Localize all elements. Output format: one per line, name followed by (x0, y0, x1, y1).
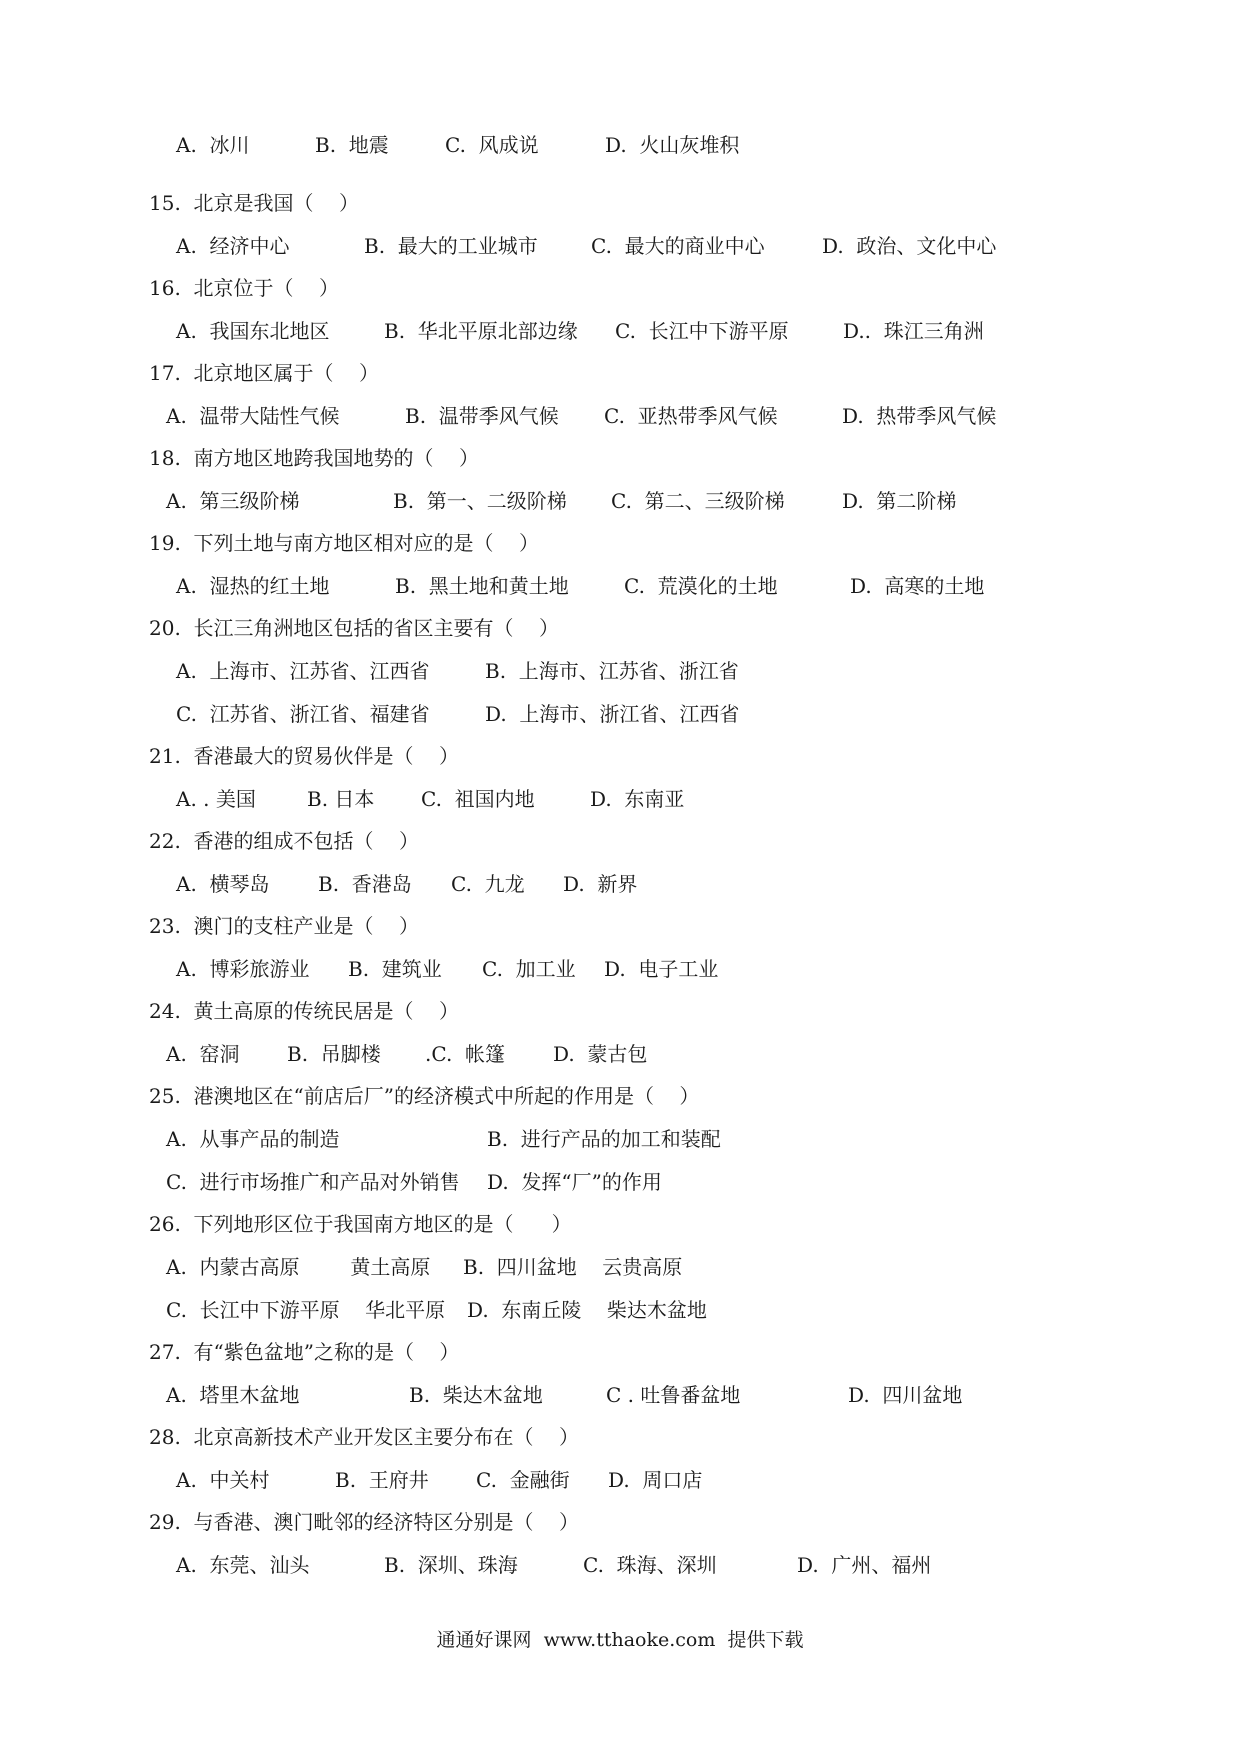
option-a: A. 从事产品的制造 (166, 1127, 340, 1151)
option-b: B. 上海市、江苏省、浙江省 (485, 659, 739, 683)
question-stem: 16. 北京位于（ ） (149, 276, 339, 300)
option-c: C . 吐鲁番盆地 (606, 1383, 741, 1407)
option-d: D. 政治、文化中心 (822, 234, 997, 258)
option-b: B. 温带季风气候 (405, 404, 559, 428)
question-stem: 21. 香港最大的贸易伙伴是（ ） (149, 744, 459, 768)
question-stem: 18. 南方地区地跨我国地势的（ ） (149, 446, 479, 470)
option-c: C. 长江中下游平原 (615, 319, 789, 343)
option-a: A. . 美国 (176, 787, 256, 811)
option-d: D. 热带季风气候 (842, 404, 997, 428)
option-c: C. 九龙 (451, 872, 525, 896)
question-stem: 20. 长江三角洲地区包括的省区主要有（ ） (149, 616, 559, 640)
question-stem: 27. 有“紫色盆地”之称的是（ ） (149, 1340, 460, 1364)
option-a: A. 经济中心 (176, 234, 290, 258)
option-b: B. 深圳、珠海 (384, 1553, 518, 1577)
question-stem: 23. 澳门的支柱产业是（ ） (149, 914, 419, 938)
question-stem: 24. 黄土高原的传统民居是（ ） (149, 999, 459, 1023)
question-stem: 15. 北京是我国（ ） (149, 191, 359, 215)
option-a: A. 我国东北地区 (176, 319, 330, 343)
option-a: A. 博彩旅游业 (176, 957, 310, 981)
question-stem: 22. 香港的组成不包括（ ） (149, 829, 419, 853)
question-stem: 28. 北京高新技术产业开发区主要分布在（ ） (149, 1425, 579, 1449)
page-footer: 通通好课网 www.tthaoke.com 提供下载 (436, 1629, 804, 1651)
option-c: C. 祖国内地 (421, 787, 535, 811)
option-c: C. 第二、三级阶梯 (611, 489, 785, 513)
option-a: A. 上海市、江苏省、江西省 (176, 659, 430, 683)
option-c: C. 金融街 (476, 1468, 570, 1492)
question-stem: 19. 下列土地与南方地区相对应的是（ ） (149, 531, 539, 555)
option-b: B. 四川盆地 云贵高原 (463, 1255, 683, 1279)
option-a: A. 东莞、汕头 (176, 1553, 310, 1577)
option-b: B. 柴达木盆地 (409, 1383, 543, 1407)
option-d: D. 高寒的土地 (850, 574, 985, 598)
option-b: B. 日本 (307, 787, 375, 811)
option-c: C. 江苏省、浙江省、福建省 (176, 702, 430, 726)
option-a: A. 内蒙古高原 黄土高原 (166, 1255, 431, 1279)
option-a: A. 温带大陆性气候 (166, 404, 340, 428)
option-b: B. 黑土地和黄土地 (395, 574, 569, 598)
option-d: D. 发挥“厂”的作用 (487, 1170, 662, 1194)
option-a: A. 湿热的红土地 (176, 574, 330, 598)
option-d: D. 新界 (563, 872, 638, 896)
question-stem: 26. 下列地形区位于我国南方地区的是（ ） (149, 1212, 572, 1236)
option-b: B. 第一、二级阶梯 (393, 489, 567, 513)
option-b: B. 建筑业 (348, 957, 442, 981)
option-c: C. 亚热带季风气候 (604, 404, 778, 428)
option-b: B. 进行产品的加工和装配 (487, 1127, 721, 1151)
option-d: D. 火山灰堆积 (605, 133, 740, 157)
option-a: A. 中关村 (176, 1468, 270, 1492)
option-a: A. 窑洞 (166, 1042, 240, 1066)
option-b: B. 地震 (315, 133, 389, 157)
option-d: D. 东南丘陵 柴达木盆地 (467, 1298, 707, 1322)
question-stem: 29. 与香港、澳门毗邻的经济特区分别是（ ） (149, 1510, 579, 1534)
option-d: D. 蒙古包 (553, 1042, 648, 1066)
option-c: C. 长江中下游平原 华北平原 (166, 1298, 446, 1322)
option-c: C. 最大的商业中心 (591, 234, 765, 258)
option-b: B. 香港岛 (318, 872, 412, 896)
option-b: B. 华北平原北部边缘 (384, 319, 578, 343)
option-c: C. 珠海、深圳 (583, 1553, 717, 1577)
option-d: D. 东南亚 (590, 787, 685, 811)
option-c: C. 风成说 (445, 133, 539, 157)
option-d: D.. 珠江三角洲 (843, 319, 984, 343)
option-d: D. 电子工业 (604, 957, 719, 981)
option-b: B. 王府井 (335, 1468, 429, 1492)
option-d: D. 周口店 (608, 1468, 703, 1492)
question-stem: 25. 港澳地区在“前店后厂”的经济模式中所起的作用是（ ） (149, 1084, 700, 1108)
option-d: D. 上海市、浙江省、江西省 (485, 702, 740, 726)
option-d: D. 广州、福州 (797, 1553, 932, 1577)
option-a: A. 冰川 (176, 133, 250, 157)
option-a: A. 塔里木盆地 (166, 1383, 300, 1407)
option-d: D. 四川盆地 (848, 1383, 963, 1407)
option-a: A. 横琴岛 (176, 872, 270, 896)
option-b: B. 最大的工业城市 (364, 234, 538, 258)
option-a: A. 第三级阶梯 (166, 489, 300, 513)
option-c: C. 加工业 (482, 957, 576, 981)
option-d: D. 第二阶梯 (842, 489, 957, 513)
option-c: C. 荒漠化的土地 (624, 574, 778, 598)
option-c: C. 进行市场推广和产品对外销售 (166, 1170, 460, 1194)
option-b: B. 吊脚楼 (287, 1042, 381, 1066)
question-stem: 17. 北京地区属于（ ） (149, 361, 379, 385)
option-c: .C. 帐篷 (425, 1042, 506, 1066)
